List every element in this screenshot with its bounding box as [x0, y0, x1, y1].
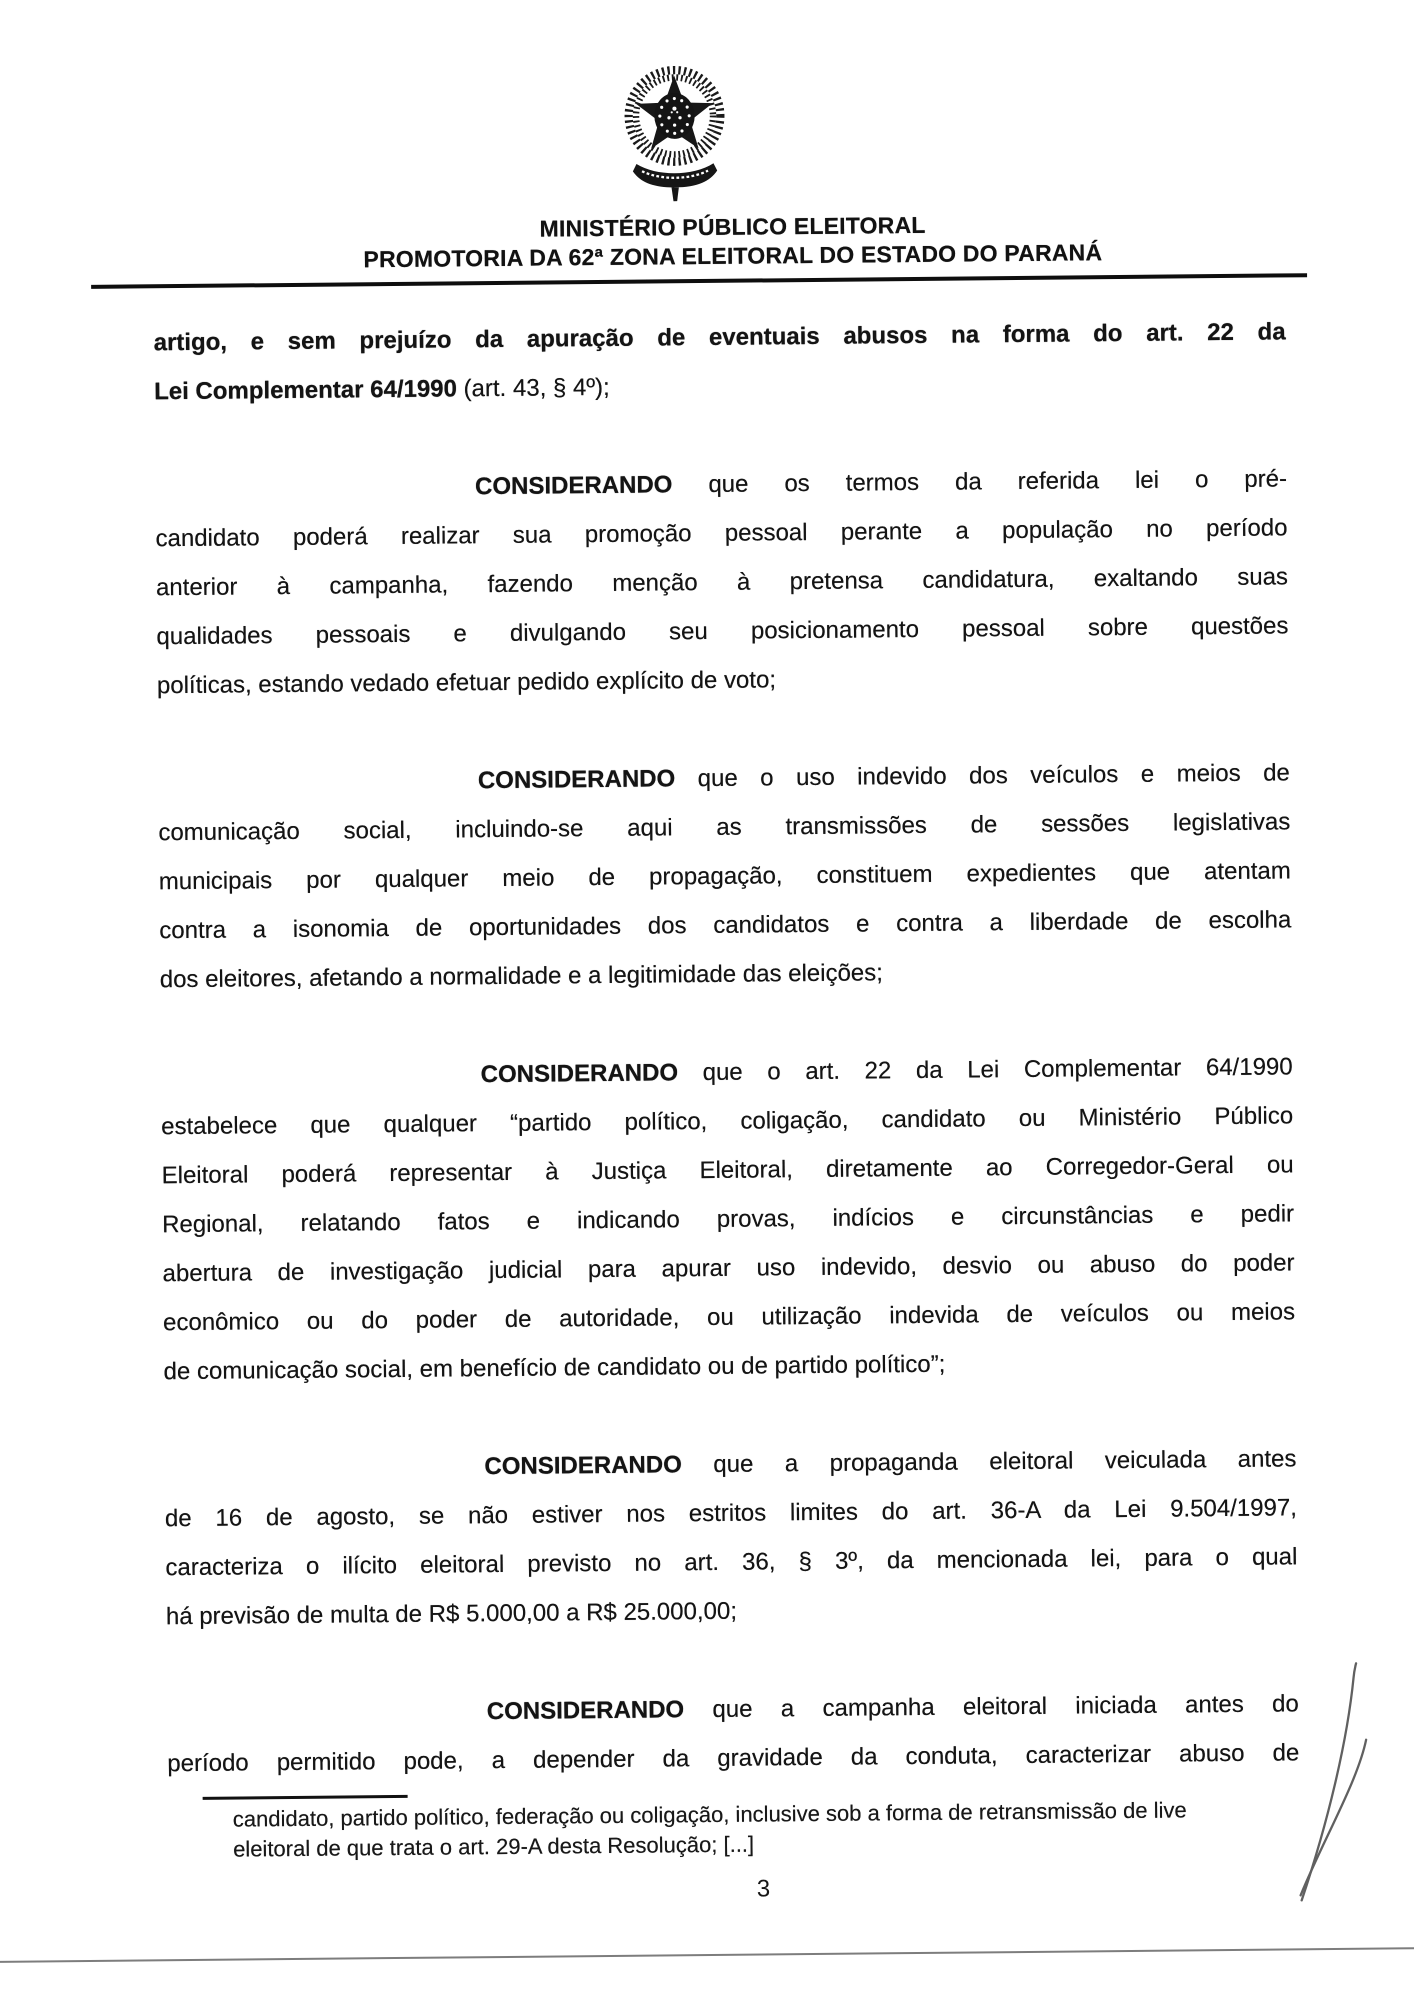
paragraph	[155, 454, 1289, 710]
text-segment: que a propaganda eleitoral veiculada antes	[681, 1445, 1297, 1479]
bold-text-segment: CONSIDERANDO	[474, 471, 673, 501]
text-segment: que a campanha eleitoral iniciada antes do	[684, 1690, 1299, 1724]
footnote	[233, 1794, 1314, 1864]
text-segment: (art. 43, § 4º);	[463, 373, 610, 403]
bold-text-segment: CONSIDERANDO	[486, 1696, 685, 1726]
text-line	[157, 650, 1289, 710]
header-divider	[91, 273, 1307, 289]
paragraph	[153, 307, 1286, 416]
text-segment: qualidades pessoais e divulgando seu posicionamento pessoal sobre questões	[156, 612, 1289, 651]
page-number: 3	[756, 1875, 771, 1903]
text-segment: contra a isonomia de oportunidades dos candidatos e contra a liberdade de escolha	[159, 906, 1292, 945]
footnote-line: eleitoral de que trata o art. 29-A desta Resolução; [...]	[233, 1831, 755, 1862]
text-segment: políticas, estando vedado efetuar pedido explícito de voto;	[156, 666, 777, 700]
text-segment: econômico ou do poder de autoridade, ou utilização indevida de veículos ou meios	[162, 1298, 1296, 1337]
text-segment: Eleitoral poderá representar à Justiça Eleitoral, diretamente ao Corregedor-Geral ou	[161, 1151, 1294, 1190]
text-segment: que o uso indevido dos veículos e meios de	[675, 759, 1290, 793]
brazil-coat-of-arms-icon	[619, 58, 730, 211]
paragraph	[164, 1434, 1298, 1641]
bold-text-segment: CONSIDERANDO	[477, 765, 676, 795]
footnote-line: candidato, partido político, federação ou coligação, inclusive sob a forma de retransmissão de live	[232, 1797, 1187, 1832]
text-segment: que o art. 22 da Lei Complementar 64/1990	[677, 1053, 1293, 1087]
text-segment: anterior à campanha, fazendo menção à pretensa candidatura, exaltando suas	[155, 563, 1289, 602]
text-segment: estabelece que qualquer “partido político, coligação, candidato ou Ministério Público	[161, 1102, 1294, 1141]
document-body	[153, 307, 1300, 1837]
bold-text-segment: CONSIDERANDO	[484, 1451, 682, 1481]
text-segment: há previsão de multa de R$ 5.000,00 a R$ 25.000,00;	[165, 1597, 738, 1631]
text-segment: municipais por qualquer meio de propagação, constituem expedientes que atentam	[158, 857, 1291, 896]
letterhead	[142, 207, 1323, 276]
paragraph	[158, 748, 1292, 1004]
text-segment: período permitido pode, a depender da gravidade da conduta, caracterizar abuso de	[167, 1739, 1300, 1778]
bottom-scan-line	[0, 1947, 1414, 1963]
text-segment: dos eleitores, afetando a normalidade e a legitimidade das eleições;	[159, 959, 884, 994]
text-segment: de 16 de agosto, se não estiver nos estritos limites do art. 36-A da Lei 9.504/1997,	[164, 1494, 1298, 1533]
handwritten-initials-mark	[1268, 1652, 1380, 1913]
text-segment: Regional, relatando fatos e indicando provas, indícios e circunstâncias e pedir	[162, 1200, 1295, 1239]
text-segment: caracteriza o ilícito eleitoral previsto no art. 36, § 3º, da mencionada lei, para o qual	[165, 1543, 1298, 1582]
text-segment: de comunicação social, em benefício de candidato ou de partido político”;	[163, 1350, 946, 1386]
bold-text-segment: Lei Complementar 64/1990	[154, 375, 464, 406]
text-line	[154, 356, 1286, 416]
bold-text-segment: artigo, e sem prejuízo da apuração de eventuais abusos na forma do art. 22 da	[153, 318, 1286, 357]
text-line	[163, 1336, 1295, 1396]
text-line	[160, 944, 1292, 1004]
text-segment: que os termos da referida lei o pré-	[672, 465, 1288, 499]
paragraph	[167, 1679, 1300, 1788]
bold-text-segment: CONSIDERANDO	[480, 1059, 679, 1089]
text-line	[167, 1728, 1299, 1788]
org-name: MINISTÉRIO PÚBLICO ELEITORAL	[539, 211, 926, 242]
text-segment: candidato poderá realizar sua promoção pessoal perante a população no período	[155, 514, 1288, 553]
text-segment: comunicação social, incluindo-se aqui as transmissões de sessões legislativas	[158, 808, 1291, 847]
org-unit: PROMOTORIA DA 62ª ZONA ELEITORAL DO ESTADO DO PARANÁ	[363, 239, 1103, 273]
paragraph	[160, 1042, 1295, 1396]
text-segment: abertura de investigação judicial para apurar uso indevido, desvio ou abuso do poder	[162, 1249, 1295, 1288]
text-line	[166, 1581, 1298, 1641]
